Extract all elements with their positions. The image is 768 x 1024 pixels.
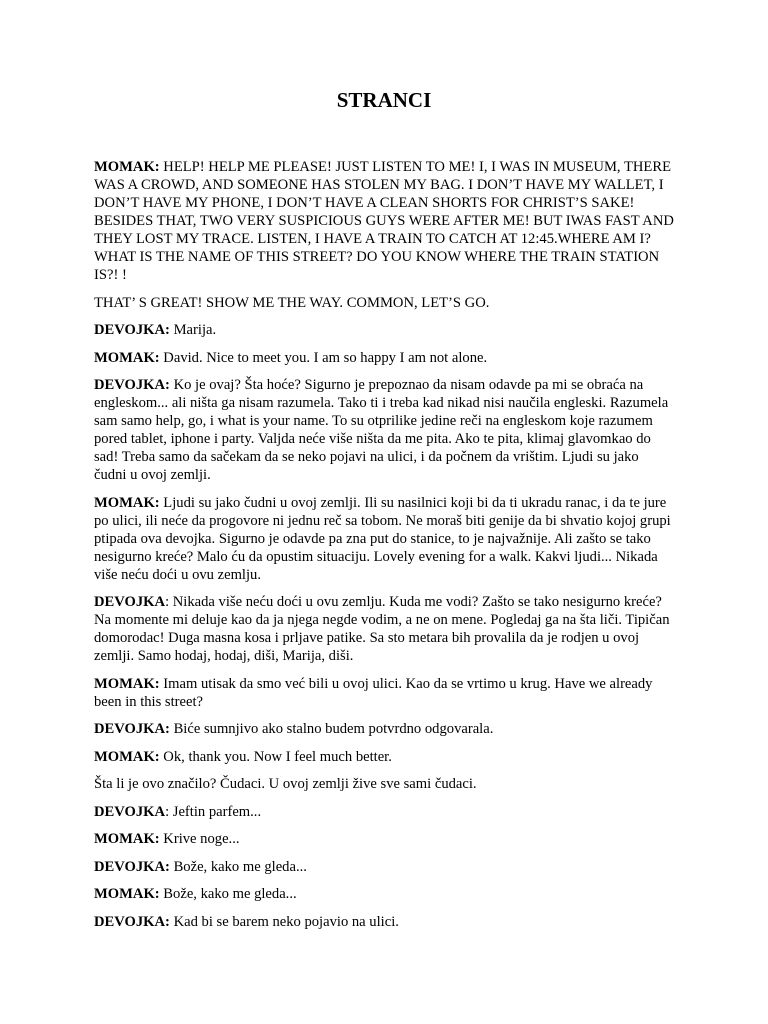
document-page bbox=[94, 88, 674, 940]
dialogue-text: Šta li je ovo značilo? Čudaci. U ovoj zemlji žive sve sami čudaci. bbox=[94, 776, 477, 792]
speaker-label: DEVOJKA: bbox=[94, 858, 170, 875]
speaker-label: MOMAK: bbox=[94, 886, 160, 902]
dialogue-text: HELP! HELP ME PLEASE! JUST LISTEN TO ME! I, I WAS IN MUSEUM, THERE WAS A CROWD, AND SOMEONE HAS STOLEN MY BAG. I DON’T HAVE MY WALLET, I DON’T HAVE MY PHONE, I DON’T HAVE A CLEAN SHORTS FOR CHRIST’S SAKE! BESIDES THAT, TWO VERY SUSPICIOUS GUYS WERE AFTER ME! BUT IWAS FAST AND THEY LOST MY TRACE. LISTEN, I HAVE A TRAIN TO CATCH AT 12:45.WHERE AM I? WHAT IS THE NAME OF THIS STREET? DO YOU KNOW WHERE THE TRAIN STATION IS?! ! bbox=[94, 159, 674, 283]
speaker-label: DEVOJKA bbox=[94, 803, 166, 820]
dialogue-text: Ko je ovaj? Šta hoće? Sigurno je prepoznao da nisam odavde pa mi se obraća na engleskom... ali ništa ga nisam razumela. Tako ti i treba kad nikad nisi naučila engleski. Razumela sam samo help, go, i what is your name. To su otprilike jedine reči na engleskom koje razumem pored tablet, iphone i party. Valjda neće više ništa da me pita. Ako te pita, klimaj glavomkao do sad! Treba samo da sačekam da se neko pojavi na ulici, i da počnem da vrištim. Ljudi su jako čudni u ovoj zemlji. bbox=[94, 377, 669, 483]
dialogue-text: Marija. bbox=[169, 322, 217, 338]
speaker-label: DEVOJKA bbox=[94, 594, 166, 610]
speaker-label: MOMAK: bbox=[94, 494, 160, 511]
speaker-label: DEVOJKA: bbox=[94, 913, 170, 930]
dialogue-paragraph bbox=[94, 675, 674, 711]
dialogue-paragraph bbox=[94, 158, 674, 284]
dialogue-paragraph bbox=[94, 294, 674, 312]
speaker-label: DEVOJKA: bbox=[94, 377, 170, 393]
dialogue-text: Ok, thank you. Now I feel much better. bbox=[159, 748, 392, 765]
dialogue-text: Bože, kako me gleda... bbox=[169, 858, 307, 875]
dialogue-paragraph bbox=[94, 913, 674, 931]
dialogue-text: Ljudi su jako čudni u ovoj zemlji. Ili su nasilnici koji bi da ti ukradu ranac, i da te jure po ulici, ili neće da progovore ni jednu reč sa tobom. Ne moraš biti genije da bi shvatio kojoj grupi ptipada ova devojka. Sigurno je odavde pa zna put do stanice, to je najvažnije. Ali zašto se tako nesigurno kreće? Malo ću da opustim situaciju. Lovely evening for a walk. Kakvi ljudi... Nikada više neću doći u ovu zemlju. bbox=[94, 494, 671, 583]
speaker-label: DEVOJKA: bbox=[94, 322, 170, 338]
dialogue-text: THAT’ S GREAT! SHOW ME THE WAY. COMMON, LET’S GO. bbox=[94, 294, 490, 311]
dialogue-text: Imam utisak da smo već bili u ovoj ulici. Kao da se vrtimo u krug. Have we already been in this street? bbox=[94, 675, 653, 710]
dialogue-paragraph bbox=[94, 775, 674, 793]
dialogue-paragraph bbox=[94, 349, 674, 367]
dialogue-paragraph bbox=[94, 885, 674, 903]
dialogue-text: Biće sumnjivo ako stalno budem potvrdno odgovarala. bbox=[169, 721, 494, 737]
dialogue-paragraph bbox=[94, 494, 674, 584]
dialogue-text: : Jeftin parfem... bbox=[165, 803, 262, 820]
dialogue-paragraph bbox=[94, 720, 674, 738]
dialogue-text: : Nikada više neću doći u ovu zemlju. Kuda me vodi? Zašto se tako nesigurno kreće?Na momente mi deluje kao da ja njega negde vodim, a ne on mene. Pogledaj ga na šta liči. Tipičan domorodac! Duga masna kosa i prljave patike. Sa sto metara bih provalila da je rodjen u ovoj zemlji. Samo hodaj, hodaj, diši, Marija, diši. bbox=[94, 594, 670, 664]
speaker-label: MOMAK: bbox=[94, 675, 160, 692]
dialogue-text: David. Nice to meet you. I am so happy I am not alone. bbox=[159, 349, 488, 366]
speaker-label: MOMAK: bbox=[94, 748, 160, 765]
document-title: STRANCI bbox=[336, 88, 432, 112]
dialogue-text: Kad bi se barem neko pojavio na ulici. bbox=[169, 913, 399, 930]
speaker-label: MOMAK: bbox=[94, 831, 160, 847]
speaker-label: MOMAK: bbox=[94, 349, 160, 366]
dialogue-paragraph bbox=[94, 858, 674, 876]
speaker-label: DEVOJKA: bbox=[94, 721, 170, 737]
speaker-label: MOMAK: bbox=[94, 159, 160, 175]
dialogue-paragraph bbox=[94, 376, 674, 484]
dialogue-paragraph bbox=[94, 803, 674, 821]
dialogue-paragraph bbox=[94, 321, 674, 339]
dialogue-paragraph bbox=[94, 830, 674, 848]
dialogue-text: Krive noge... bbox=[159, 831, 240, 847]
dialogue-text: Bože, kako me gleda... bbox=[159, 886, 297, 902]
dialogue-paragraph bbox=[94, 748, 674, 766]
dialogue-paragraph bbox=[94, 593, 674, 665]
